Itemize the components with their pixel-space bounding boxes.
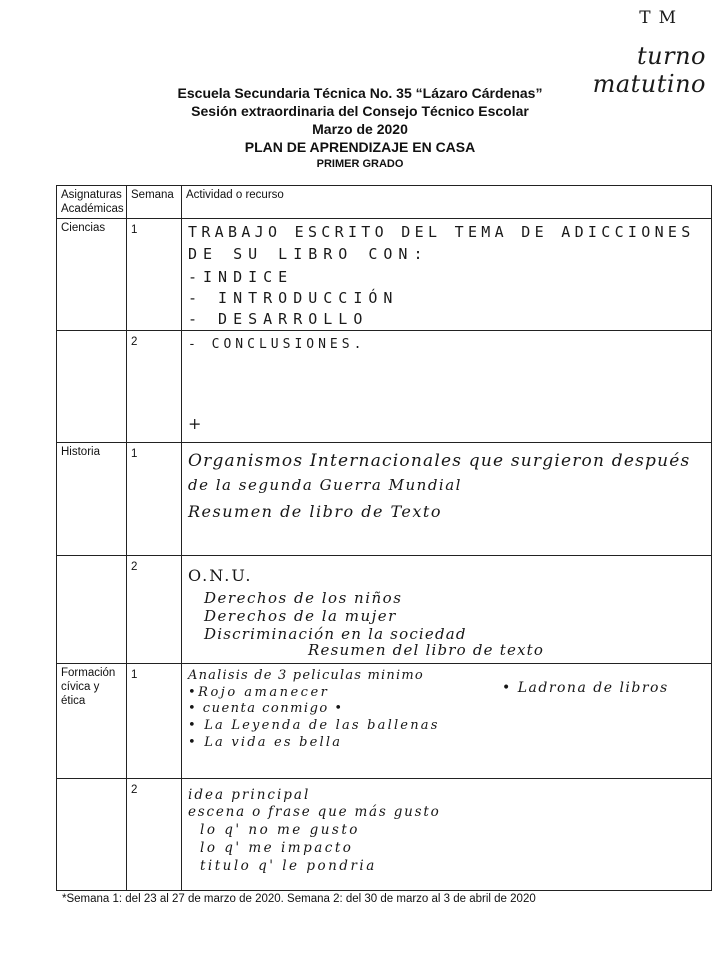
handwritten-line: O.N.U. xyxy=(188,566,253,585)
header-subject: Asignaturas Académicas xyxy=(57,186,127,219)
handwritten-line: Resumen de libro de Texto xyxy=(188,502,442,521)
handwritten-line: DE SU LIBRO CON: xyxy=(188,245,429,263)
grade-label: PRIMER GRADO xyxy=(316,158,404,170)
table-row xyxy=(57,779,712,891)
subject-cell xyxy=(57,331,127,443)
handwritten-line: titulo q' le pondria xyxy=(200,858,377,874)
document-header xyxy=(0,84,720,172)
handwritten-line: Discriminación en la sociedad xyxy=(204,625,467,643)
handwritten-line: lo q' no me gusto xyxy=(200,822,360,838)
week-cell: 2 xyxy=(127,331,182,443)
activity-cell xyxy=(182,331,712,443)
handwritten-line-aside: • Ladrona de libros xyxy=(502,680,669,696)
document-date: Marzo de 2020 xyxy=(312,121,408,137)
handwritten-line: idea principal xyxy=(188,787,311,803)
plan-title: PLAN DE APRENDIZAJE EN CASA xyxy=(244,139,476,155)
activity-cell xyxy=(182,556,712,664)
week-cell: 1 xyxy=(127,219,182,331)
handwritten-line: escena o frase que más gusto xyxy=(188,804,441,820)
handwritten-line: Analisis de 3 peliculas minimo xyxy=(188,668,424,683)
handwritten-line: Resumen del libro de texto xyxy=(308,641,545,659)
handwritten-shift: turno matutino xyxy=(592,42,706,98)
activity-cell xyxy=(182,443,712,556)
handwritten-line: - INTRODUCCIÓN xyxy=(188,289,399,307)
week-cell: 2 xyxy=(127,556,182,664)
handwritten-line: lo q' me impacto xyxy=(200,840,354,856)
header-week: Semana xyxy=(127,186,182,219)
session-title: Sesión extraordinaria del Consejo Técnico Escolar xyxy=(191,103,529,119)
handwritten-mark: + xyxy=(188,414,202,433)
week-dates-footnote: *Semana 1: del 23 al 27 de marzo de 2020. Semana 2: del 30 de marzo al 3 de abril de 2020 xyxy=(62,893,536,905)
table-row xyxy=(57,556,712,664)
handwritten-line: • cuenta conmigo • xyxy=(188,701,344,716)
table-header-row xyxy=(57,186,712,219)
subject-cell: Ciencias xyxy=(57,219,127,331)
handwritten-line: -INDICE xyxy=(188,268,294,286)
week-cell: 1 xyxy=(127,443,182,556)
handwritten-initials: TM xyxy=(639,8,684,28)
school-name: Escuela Secundaria Técnica No. 35 “Lázaro Cárdenas” xyxy=(177,85,543,101)
handwritten-line: • La Leyenda de las ballenas xyxy=(188,718,440,733)
handwritten-line: Derechos de la mujer xyxy=(204,607,397,625)
handwritten-line: •Rojo amanecer xyxy=(188,685,330,700)
learning-plan-table xyxy=(56,185,712,891)
header-activity: Actividad o recurso xyxy=(182,186,712,219)
subject-cell: Historia xyxy=(57,443,127,556)
subject-cell xyxy=(57,779,127,891)
table-row xyxy=(57,331,712,443)
activity-cell xyxy=(182,219,712,331)
handwritten-line: TRABAJO ESCRITO DEL TEMA DE ADICCIONES xyxy=(188,223,695,241)
handwritten-line: • La vida es bella xyxy=(188,735,343,750)
week-cell: 1 xyxy=(127,664,182,779)
handwritten-line: Derechos de los niños xyxy=(204,589,403,607)
handwritten-line: de la segunda Guerra Mundial xyxy=(188,476,462,494)
activity-cell xyxy=(182,664,712,779)
table-row xyxy=(57,219,712,331)
subject-cell xyxy=(57,556,127,664)
handwritten-line: Organismos Internacionales que surgieron después xyxy=(188,451,691,471)
activity-cell xyxy=(182,779,712,891)
subject-cell: Formación cívica y ética xyxy=(57,664,127,779)
handwritten-line: - CONCLUSIONES. xyxy=(188,337,366,352)
table-row xyxy=(57,664,712,779)
handwritten-line: - DESARROLLO xyxy=(188,310,369,328)
week-cell: 2 xyxy=(127,779,182,891)
table-row xyxy=(57,443,712,556)
